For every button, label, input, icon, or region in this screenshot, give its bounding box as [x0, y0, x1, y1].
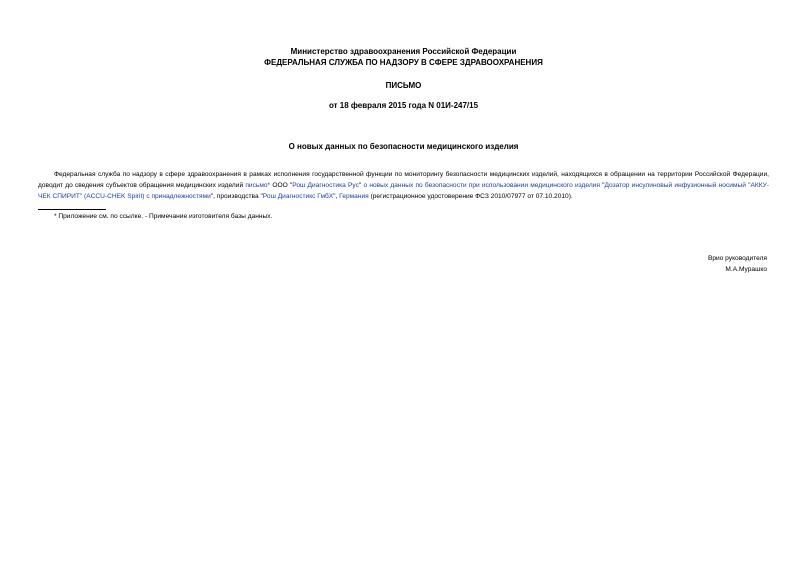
body-text-2: ООО " — [270, 182, 293, 189]
service-name: ФЕДЕРАЛЬНАЯ СЛУЖБА ПО НАДЗОРУ В СФЕРЕ ЗДРАВООХРАНЕНИЯ — [264, 58, 543, 67]
signature-block — [708, 253, 767, 275]
safety-data-link[interactable]: о новых данных по безопасности при использовании медицинского изделия — [363, 182, 600, 189]
device-link[interactable]: Дозатор инсулиновый инфузионный носимый "АККУ-ЧЕК СПИРИТ" (ACCU-CHEK Spirit) с принадлежностями — [38, 182, 769, 200]
document-type: ПИСЬМО — [385, 81, 422, 90]
footnote: * Приложение см. по ссылке. - Примечание изготовителя базы данных. — [54, 213, 273, 220]
footnote-divider — [38, 209, 106, 210]
document-subject: О новых данных по безопасности медицинского изделия — [288, 142, 519, 151]
body-paragraph — [38, 169, 769, 202]
body-text-7: (регистрационное удостоверение ФСЗ 2010/07977 от 07.10.2010). — [368, 193, 573, 200]
signature-position: Врио руководителя — [707, 255, 767, 262]
body-text-6: ", — [333, 193, 340, 200]
body-text-3: " — [358, 182, 364, 189]
letter-link[interactable]: письмо* — [245, 182, 271, 189]
body-text-4: " — [599, 182, 605, 189]
manufacturer-link[interactable]: Рош Диагностикс ГмбХ — [262, 193, 334, 200]
country-link[interactable]: Германия — [339, 193, 369, 200]
signature-name: М.А.Мурашко — [725, 266, 767, 273]
date-and-number: от 18 февраля 2015 года N 01И-247/15 — [328, 101, 479, 110]
body-text-5: ", производства " — [210, 193, 263, 200]
company-link-roche-rus[interactable]: Рош Диагностика Рус — [292, 182, 359, 189]
ministry-name: Министерство здравоохранения Российской Федерации — [290, 47, 517, 56]
body-text-1: Федеральная служба по надзору в сфере здравоохранения в рамках исполнения государственной функции по мониторингу безопасности медицинских изделий, находящихся в обращении на территории Российской Федерации, доводит до сведения субъектов обращения медицинских изделий — [38, 171, 769, 189]
